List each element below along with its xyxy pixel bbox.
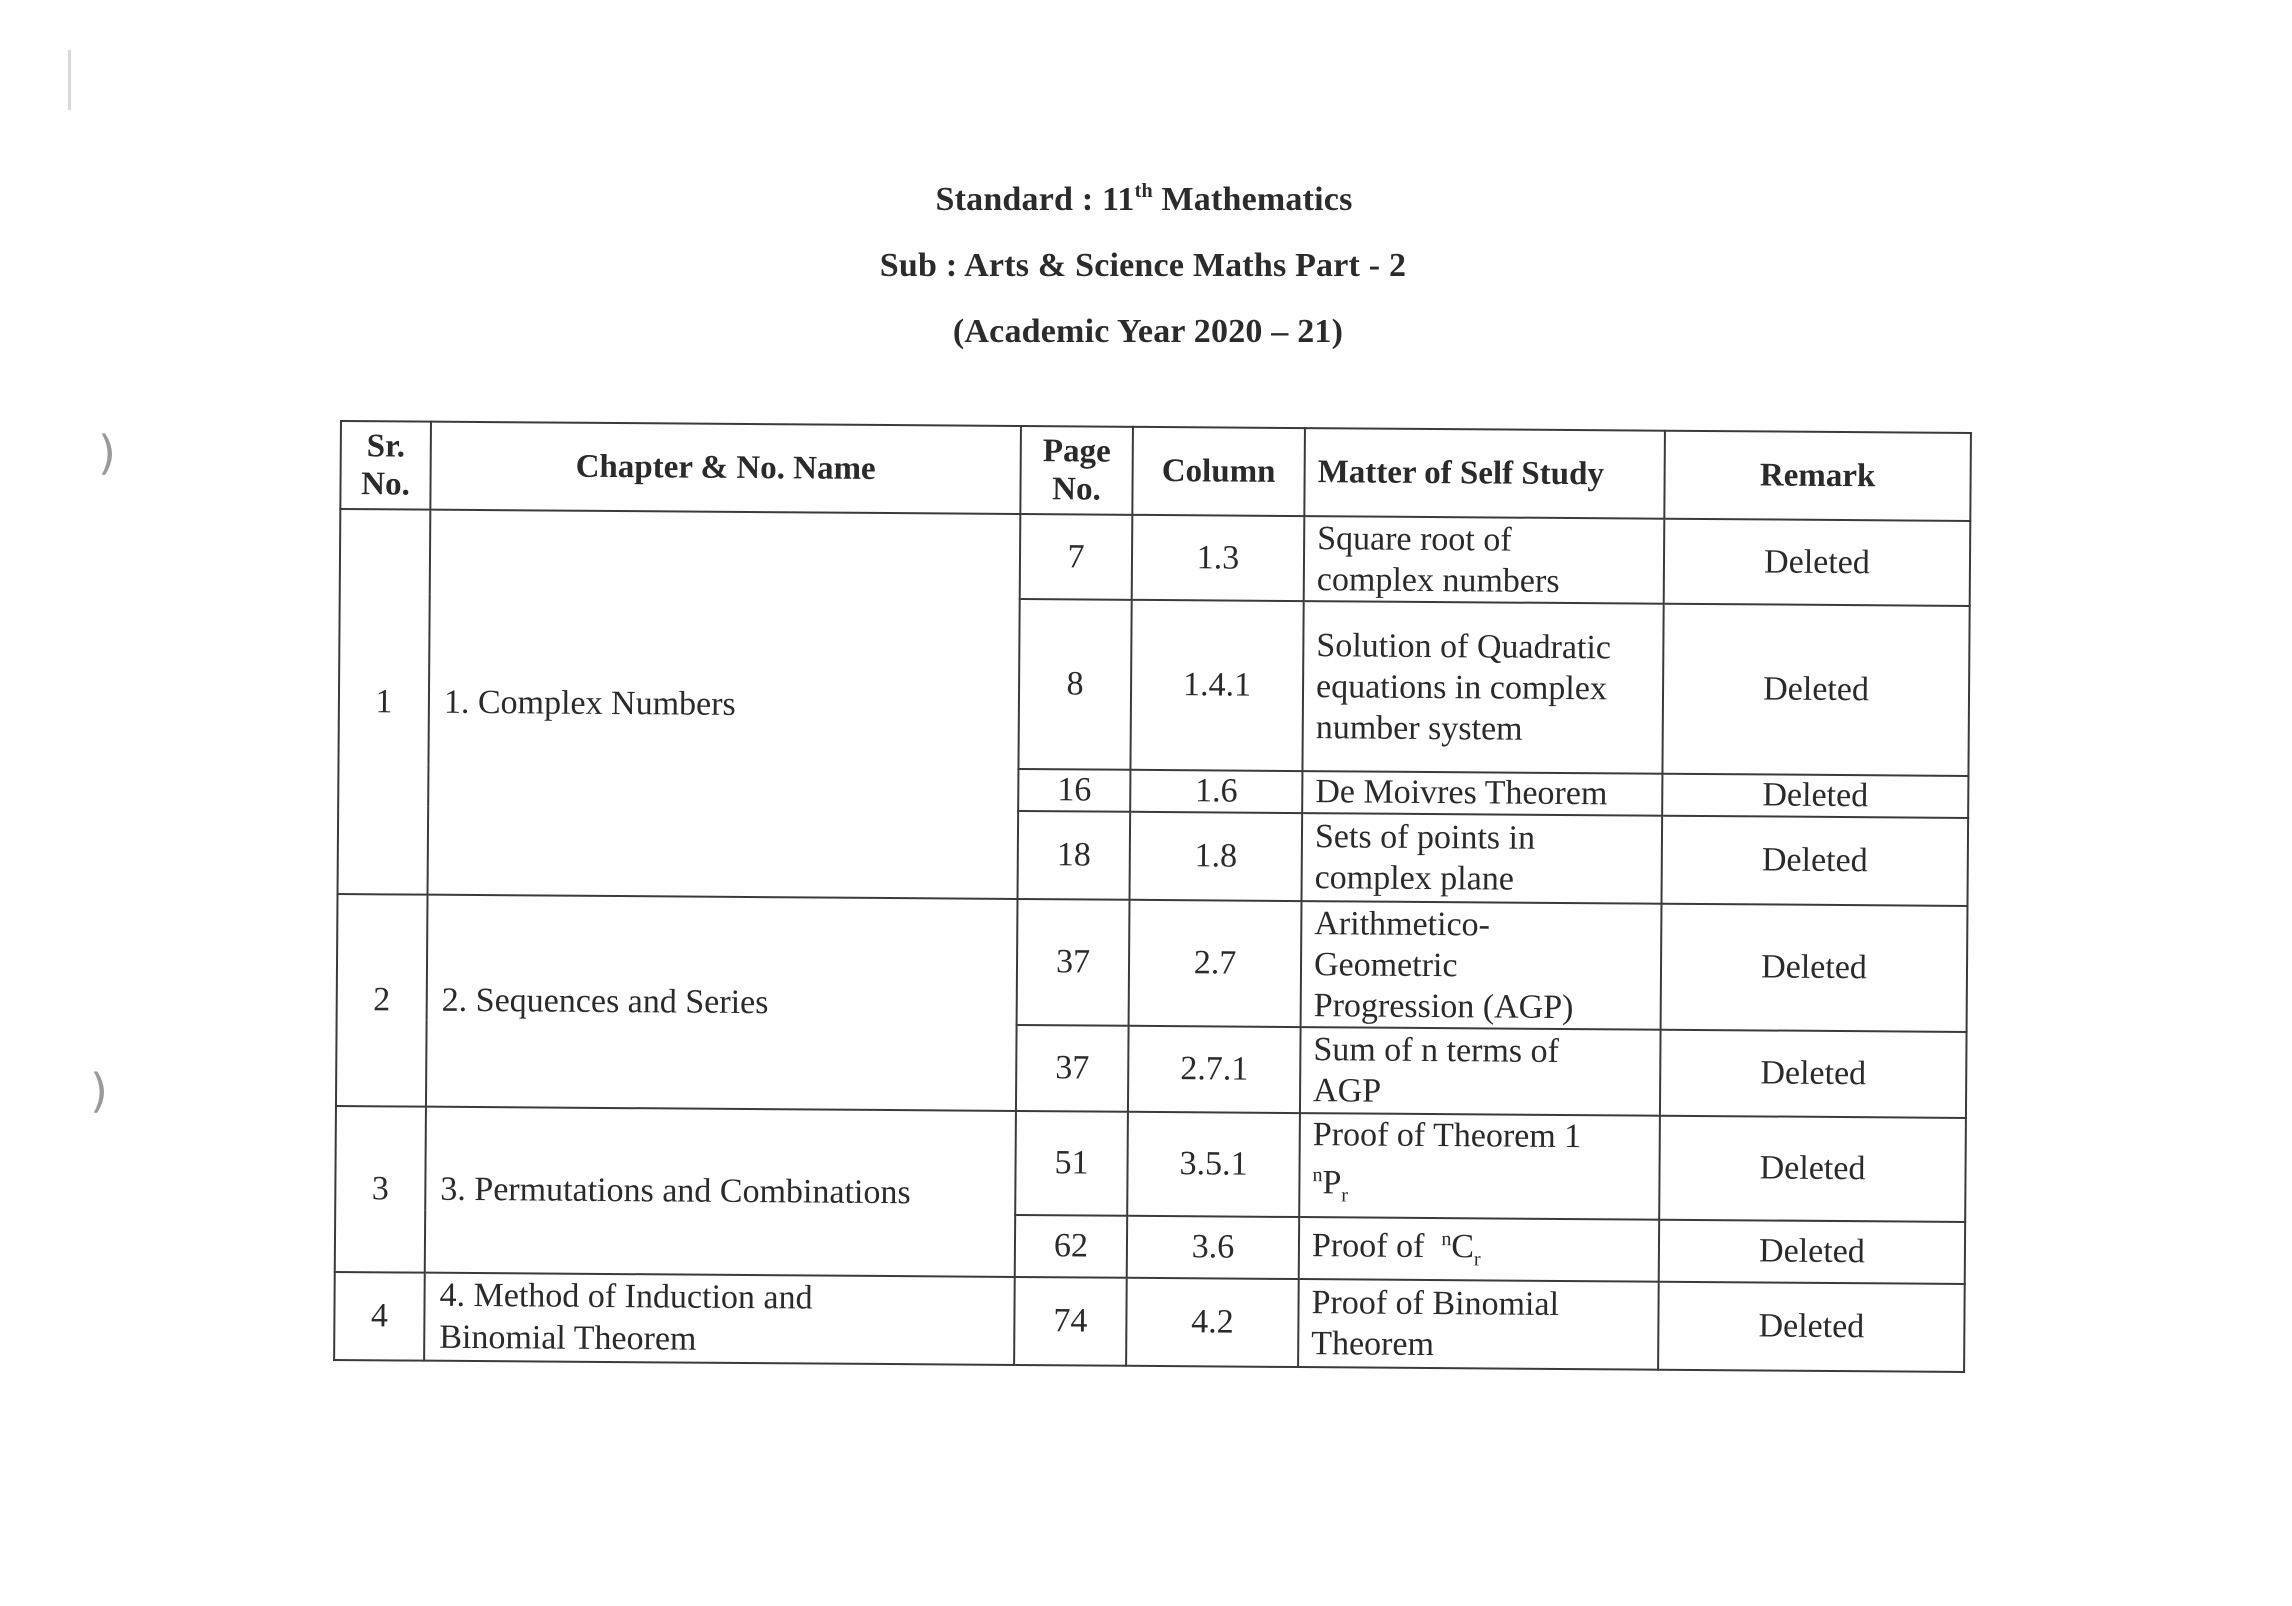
cell-matter: De Moivres Theorem xyxy=(1302,771,1662,816)
header-page-no-line2: No. xyxy=(1052,471,1101,508)
matter-line: Geometric xyxy=(1313,945,1458,984)
cell-matter xyxy=(1304,516,1665,604)
matter-line: Square root of xyxy=(1317,519,1512,559)
header-column: Column xyxy=(1132,427,1305,516)
matter-line: Progression (AGP) xyxy=(1313,986,1574,1026)
combination-superscript: n xyxy=(1441,1228,1452,1251)
matter-line: Theorem xyxy=(1311,1325,1435,1364)
cell-sr-no: 1 xyxy=(338,509,431,895)
permutation-subscript: r xyxy=(1341,1184,1349,1207)
header-sr-no-line2: No. xyxy=(361,466,410,503)
header-sr-no xyxy=(340,421,431,510)
heading-subject: Sub : Arts & Science Maths Part - 2 xyxy=(879,247,1407,284)
permutation-superscript: n xyxy=(1312,1164,1323,1187)
cell-remark: Deleted xyxy=(1659,1220,1965,1284)
cell-column: 1.3 xyxy=(1132,515,1305,601)
cell-page-no: 37 xyxy=(1016,1025,1129,1112)
cell-page-no: 74 xyxy=(1014,1277,1127,1366)
cell-remark: Deleted xyxy=(1659,1116,1966,1222)
chapter-name-line: 4. Method of Induction and xyxy=(439,1276,813,1317)
cell-page-no: 51 xyxy=(1015,1111,1128,1216)
table-header-row xyxy=(340,421,1971,521)
cell-chapter-name: 3. Permutations and Combinations xyxy=(425,1107,1016,1277)
table-row xyxy=(337,894,1968,1032)
matter-line: number system xyxy=(1315,708,1523,748)
cell-sr-no: 3 xyxy=(335,1106,426,1273)
cell-column: 1.6 xyxy=(1130,770,1302,813)
matter-line: complex plane xyxy=(1314,859,1515,898)
cell-chapter-name: 1. Complex Numbers xyxy=(428,510,1021,899)
punch-hole-mark-bottom: ) xyxy=(90,1064,108,1118)
scan-artifact-line xyxy=(68,50,71,110)
heading-academic-year: (Academic Year 2020 – 21) xyxy=(952,313,1344,350)
matter-line: Proof of Theorem 1 xyxy=(1312,1116,1582,1156)
cell-chapter-name: 2. Sequences and Series xyxy=(426,895,1018,1111)
header-remark: Remark xyxy=(1664,431,1971,521)
cell-sr-no: 4 xyxy=(334,1272,425,1361)
heading-standard-suffix: Mathematics xyxy=(1152,181,1353,218)
cell-column: 3.6 xyxy=(1127,1216,1299,1279)
chapter-name-line: Binomial Theorem xyxy=(439,1318,697,1358)
header-sr-no-line1: Sr. xyxy=(366,428,406,465)
cell-page-no: 18 xyxy=(1018,811,1131,900)
table-row xyxy=(334,1272,1965,1372)
deleted-syllabus-table xyxy=(333,420,1972,1373)
cell-column: 2.7 xyxy=(1129,900,1302,1027)
cell-matter xyxy=(1299,1113,1660,1220)
cell-matter xyxy=(1299,1217,1659,1282)
header-page-no xyxy=(1020,426,1133,515)
cell-chapter-name xyxy=(424,1273,1015,1365)
cell-matter xyxy=(1298,1279,1659,1370)
header-chapter: Chapter & No. Name xyxy=(430,422,1021,514)
cell-remark: Deleted xyxy=(1662,604,1969,776)
cell-page-no: 7 xyxy=(1020,514,1133,600)
heading-standard-sup: th xyxy=(1134,180,1153,202)
matter-line: Sum of n terms of xyxy=(1313,1031,1560,1070)
matter-prefix: Proof of xyxy=(1311,1227,1442,1266)
matter-line: Sets of points in xyxy=(1314,818,1536,857)
header-matter: Matter of Self Study xyxy=(1304,428,1665,519)
cell-column: 1.4.1 xyxy=(1130,600,1303,771)
cell-page-no: 16 xyxy=(1018,769,1130,812)
cell-remark: Deleted xyxy=(1664,519,1971,606)
matter-line: AGP xyxy=(1312,1072,1382,1110)
cell-remark: Deleted xyxy=(1661,904,1968,1032)
header-page-no-line1: Page xyxy=(1042,433,1111,470)
table-row xyxy=(340,509,1971,606)
cell-remark: Deleted xyxy=(1658,1282,1965,1372)
cell-column: 1.8 xyxy=(1130,812,1303,901)
punch-hole-mark-top: ) xyxy=(98,426,116,480)
cell-page-no: 37 xyxy=(1017,899,1130,1026)
heading-standard-prefix: Standard : 11 xyxy=(935,181,1135,218)
combination-symbol: C xyxy=(1451,1228,1475,1266)
cell-remark: Deleted xyxy=(1660,1030,1967,1118)
cell-column: 4.2 xyxy=(1126,1278,1299,1367)
matter-line: Arithmetico- xyxy=(1314,904,1491,943)
deleted-syllabus-table-wrapper xyxy=(333,420,1972,1373)
cell-matter xyxy=(1300,1027,1661,1116)
cell-page-no: 8 xyxy=(1018,599,1131,770)
matter-line: equations in complex xyxy=(1315,667,1608,707)
cell-sr-no: 2 xyxy=(336,894,428,1107)
matter-line: complex numbers xyxy=(1316,560,1560,600)
combination-subscript: r xyxy=(1473,1248,1481,1271)
matter-line: Proof of Binomial xyxy=(1311,1284,1560,1323)
cell-page-no: 62 xyxy=(1015,1215,1127,1278)
permutation-symbol: P xyxy=(1322,1164,1342,1202)
cell-column: 2.7.1 xyxy=(1128,1026,1301,1113)
table-row xyxy=(335,1106,1966,1222)
heading-standard xyxy=(0,180,2290,219)
cell-matter xyxy=(1302,601,1663,774)
cell-column: 3.5.1 xyxy=(1127,1112,1300,1217)
cell-remark: Deleted xyxy=(1661,816,1968,906)
cell-remark: Deleted xyxy=(1662,774,1968,818)
cell-matter xyxy=(1301,813,1662,904)
matter-line: Solution of Quadratic xyxy=(1316,626,1612,666)
cell-matter xyxy=(1301,901,1662,1030)
